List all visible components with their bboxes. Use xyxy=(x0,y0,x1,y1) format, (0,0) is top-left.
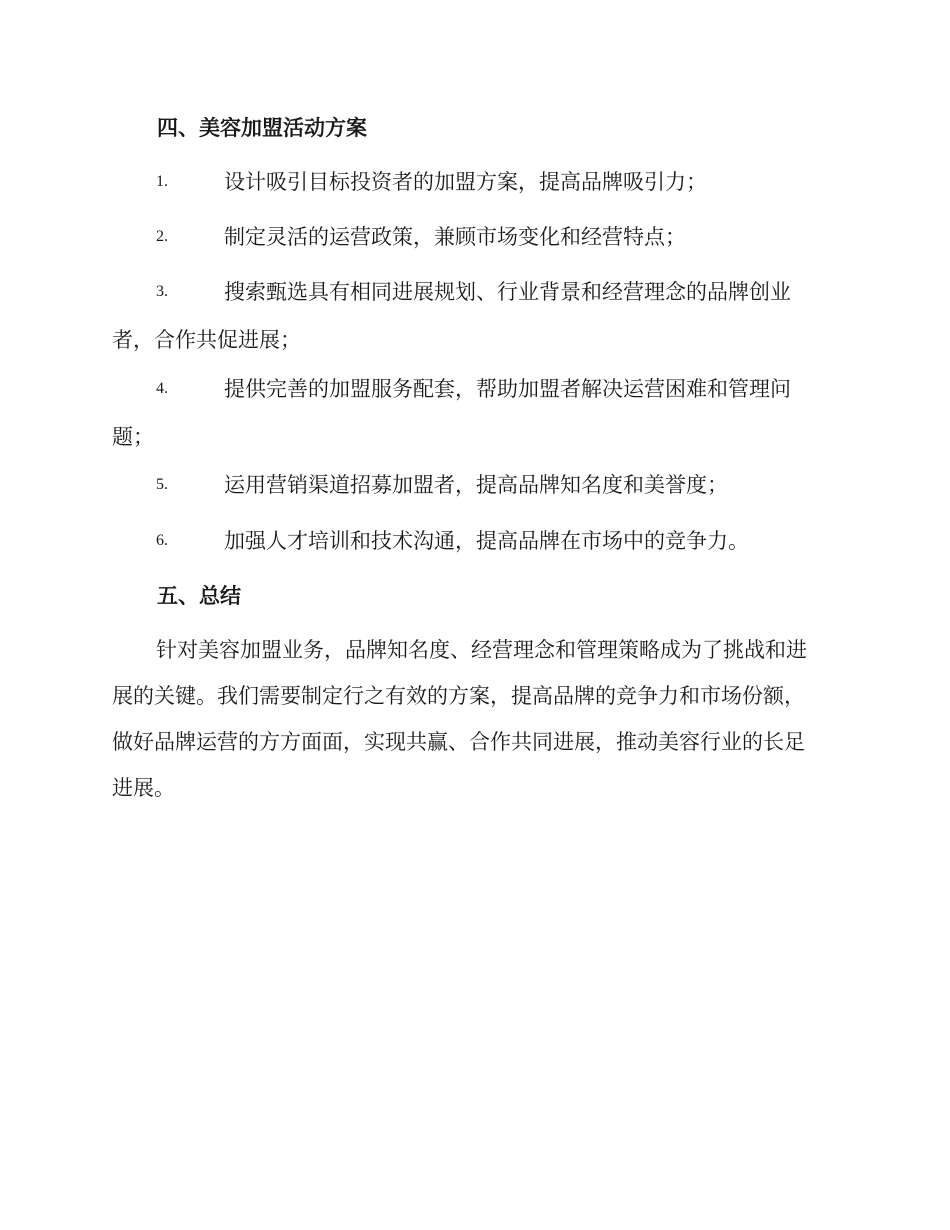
list-item-5 xyxy=(112,461,832,509)
list-number: 5. xyxy=(156,476,168,493)
list-item-text-continued: 题； xyxy=(112,425,154,449)
paragraph-line: 进展。 xyxy=(112,776,175,800)
list-item-text-continued: 者，合作共促进展； xyxy=(112,328,301,352)
list-item-text: 设计吸引目标投资者的加盟方案，提高品牌吸引力； xyxy=(224,170,707,194)
section-4-heading: 四、美容加盟活动方案 xyxy=(157,116,367,140)
list-number: 4. xyxy=(156,380,168,397)
list-number: 2. xyxy=(156,228,168,245)
list-number: 1. xyxy=(156,173,168,190)
list-number: 6. xyxy=(156,532,168,549)
section-5-heading: 五、总结 xyxy=(157,584,241,608)
list-item-6 xyxy=(112,517,832,565)
list-item-text: 运用营销渠道招募加盟者，提高品牌知名度和美誉度； xyxy=(224,473,728,497)
list-item-text: 提供完善的加盟服务配套，帮助加盟者解决运营困难和管理问 xyxy=(224,377,791,401)
list-item-3 xyxy=(112,268,832,364)
list-item-1 xyxy=(112,158,832,206)
summary-paragraph xyxy=(112,627,834,811)
paragraph-line: 做好品牌运营的方方面面，实现共赢、合作共同进展，推动美容行业的长足 xyxy=(112,730,805,754)
list-item-2 xyxy=(112,213,832,261)
paragraph-line: 针对美容加盟业务，品牌知名度、经营理念和管理策略成为了挑战和进 xyxy=(156,638,807,662)
paragraph-line: 展的关键。我们需要制定行之有效的方案，提高品牌的竞争力和市场份额， xyxy=(112,684,805,708)
list-item-4 xyxy=(112,365,832,461)
list-number: 3. xyxy=(156,283,168,300)
list-item-text: 制定灵活的运营政策，兼顾市场变化和经营特点； xyxy=(224,225,686,249)
list-item-text: 加强人才培训和技术沟通，提高品牌在市场中的竞争力。 xyxy=(224,529,749,553)
list-item-text: 搜索甄选具有相同进展规划、行业背景和经营理念的品牌创业 xyxy=(224,280,791,304)
